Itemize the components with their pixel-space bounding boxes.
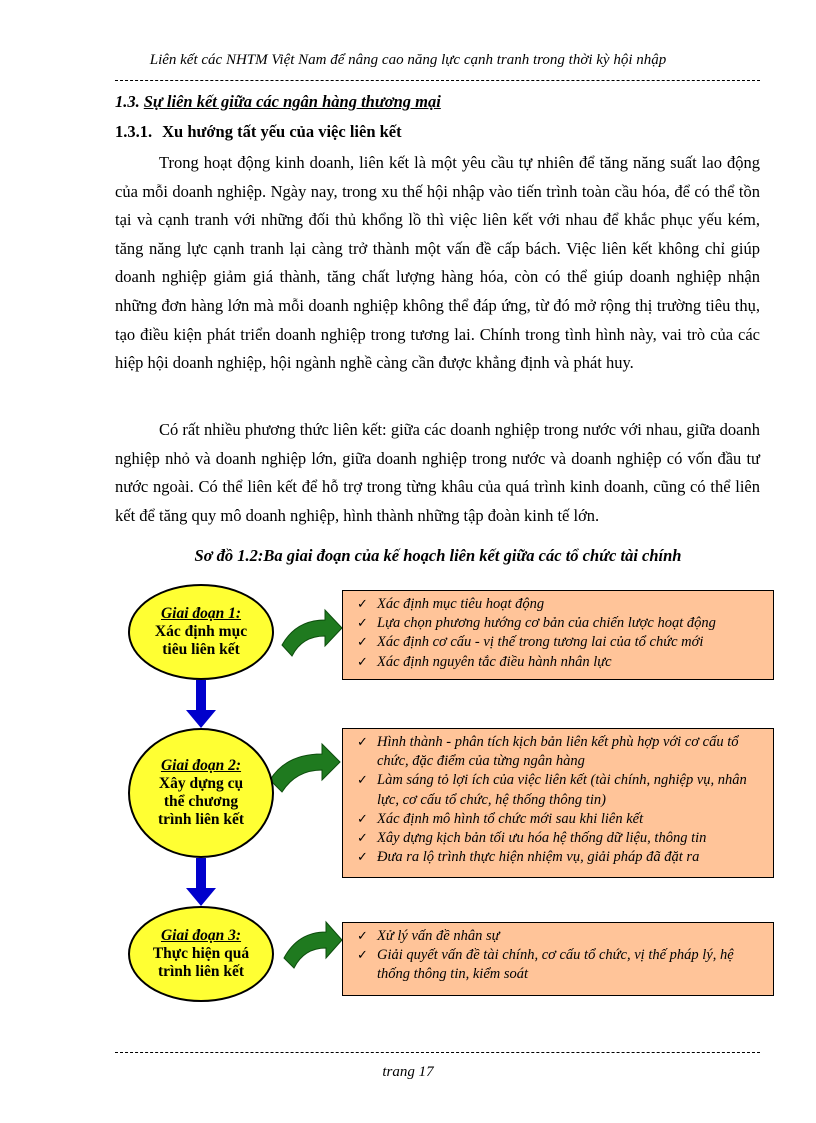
task-item: ✓ Xác định mô hình tổ chức mới sau khi liên kết xyxy=(357,810,763,829)
curved-arrow-2 xyxy=(270,744,340,792)
stage-1-ellipse xyxy=(128,584,274,680)
task-item: ✓ Xác định mục tiêu hoạt động xyxy=(357,595,763,614)
section-title: Sự liên kết giữa các ngân hàng thương mại xyxy=(143,92,441,111)
task-item: ✓ Xác định nguyên tắc điều hành nhân lực xyxy=(357,653,763,672)
task-item: ✓ Xử lý vấn đề nhân sự xyxy=(357,927,763,946)
page-number: trang 17 xyxy=(382,1064,434,1080)
stage-3-ellipse xyxy=(128,906,274,1002)
down-arrow-1 xyxy=(186,680,216,728)
stage-2-ellipse xyxy=(128,728,274,858)
footer-divider xyxy=(115,1052,760,1053)
task-item: ✓ Lựa chọn phương hướng cơ bản của chiến lược hoạt động xyxy=(357,614,763,633)
stage-1-label: Giai đoạn 1: xyxy=(160,605,242,622)
task-item: ✓ Đưa ra lộ trình thực hiện nhiệm vụ, giải pháp đã đặt ra xyxy=(357,848,763,867)
task-item: ✓ Hình thành - phân tích kịch bản liên kết phù hợp với cơ cấu tổ chức, đặc điểm của từng ngân hàng xyxy=(357,733,763,771)
down-arrow-2 xyxy=(186,858,216,906)
subsection-number: 1.3.1. xyxy=(115,122,153,141)
diagram-caption: Sơ đồ 1.2:Ba giai đoạn của kế hoạch liên kết giữa các tổ chức tài chính xyxy=(194,546,682,565)
stage-1-tasks-box xyxy=(342,590,774,680)
curved-arrow-1 xyxy=(282,610,342,656)
stage-2-tasks-box xyxy=(342,728,774,878)
running-header: Liên kết các NHTM Việt Nam để nâng cao năng lực cạnh tranh trong thời kỳ hội nhập xyxy=(149,52,667,68)
task-item: ✓ Xây dựng kịch bản tối ưu hóa hệ thống dữ liệu, thông tin xyxy=(357,829,763,848)
subsection-title: Xu hướng tất yếu của việc liên kết xyxy=(162,122,402,141)
paragraph-text: Trong hoạt động kinh doanh, liên kết là một yêu cầu tự nhiên để tăng năng suất lao động của mỗi doanh nghiệp. Ngày nay, trong xu thế hội nhập vào tiến trình toàn cầu hóa, để có thể tồn tại và cạnh tranh với những đối thủ khổng lồ thì việc liên kết với nhau để khắc phục yếu kém, tăng năng lực cạnh tranh lại càng trở thành một vấn đề cấp bách. Việc liên kết không chỉ giúp doanh nghiệp giảm giá thành, tăng chất lượng hàng hóa, còn có thể giúp doanh nghiệp nhận những đơn hàng lớn mà mỗi doanh nghiệp không thể đáp ứng, từ đó mở rộng thị trường tiêu thụ, tạo điều kiện phát triển doanh nghiệp trong tương lai. Chính trong tình hình này, vai trò của các hiệp hội doanh nghiệp, hội ngành nghề càng cần được khẳng định và phát huy. xyxy=(115,153,760,373)
task-item: ✓ Làm sáng tỏ lợi ích của việc liên kết (tài chính, nghiệp vụ, nhân lực, cơ cấu tổ chức, hệ thống thông tin) xyxy=(357,771,763,809)
stage-1-line-2: tiêu liên kết xyxy=(162,641,240,658)
curved-arrow-3 xyxy=(284,922,342,968)
stage-2-label: Giai đoạn 2: xyxy=(160,757,242,774)
task-item: ✓ Giải quyết vấn đề tài chính, cơ cấu tổ chức, vị thế pháp lý, hệ thống thông tin, kiểm soát xyxy=(357,946,763,984)
stage-3-tasks-box xyxy=(342,922,774,996)
stage-3-line-2: trình liên kết xyxy=(157,963,245,980)
stage-2-line-3: trình liên kết xyxy=(157,811,245,828)
stage-3-line-1: Thực hiện quá xyxy=(152,945,250,962)
stage-2-line-1: Xây dựng cụ xyxy=(158,775,244,792)
task-item: ✓ Xác định cơ cấu - vị thế trong tương lai của tổ chức mới xyxy=(357,633,763,652)
stage-1-line-1: Xác định mục xyxy=(154,623,248,640)
paragraph-text: Có rất nhiều phương thức liên kết: giữa các doanh nghiệp trong nước với nhau, giữa doanh nghiệp nhỏ và doanh nghiệp lớn, giữa doanh nghiệp trong nước và doanh nghiệp có vốn đầu tư nước ngoài. Có thể liên kết để hỗ trợ trong từng khâu của quá trình kinh doanh, cũng có thể liên kết để tăng quy mô doanh nghiệp, hình thành những tập đoàn kinh tế lớn. xyxy=(115,420,760,525)
stage-2-line-2: thể chương xyxy=(163,793,239,810)
stage-3-label: Giai đoạn 3: xyxy=(160,927,242,944)
section-number: 1.3. xyxy=(115,92,140,111)
